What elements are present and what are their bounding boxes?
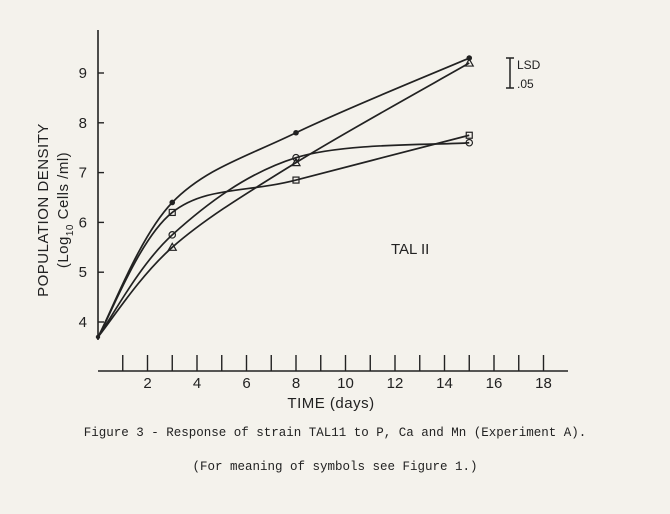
axes xyxy=(79,30,568,371)
x-tick-label: 6 xyxy=(242,375,251,392)
tick-marks xyxy=(123,355,552,392)
x-tick-label: 14 xyxy=(436,375,453,392)
x-tick-label: 18 xyxy=(535,375,552,392)
x-axis-title: TIME (days) xyxy=(287,395,375,412)
x-tick-label: 16 xyxy=(485,375,503,392)
panel-label: TAL II xyxy=(391,241,430,258)
y-tick-label: 4 xyxy=(78,314,87,331)
y-tick-label: 6 xyxy=(78,214,87,232)
figure-caption: Figure 3 - Response of strain TAL11 to P, Ca and Mn (Experiment A). xyxy=(83,426,587,440)
x-tick-label: 4 xyxy=(192,375,202,392)
y-tick-label: 9 xyxy=(78,65,87,82)
x-tick-label: 12 xyxy=(386,375,404,392)
x-tick-label: 2 xyxy=(143,375,152,392)
lsd-bar xyxy=(506,58,541,91)
data-point xyxy=(96,335,100,339)
series-line xyxy=(98,58,469,337)
series-line xyxy=(98,135,469,337)
data-markers xyxy=(96,55,473,339)
lsd-label: LSD xyxy=(517,58,541,72)
y-tick-label: 7 xyxy=(78,164,87,182)
lsd-level: .05 xyxy=(517,77,534,91)
data-point xyxy=(169,200,175,206)
data-point xyxy=(293,130,299,136)
series-line xyxy=(98,143,469,337)
x-tick-label: 10 xyxy=(337,375,354,392)
y-tick-label: 8 xyxy=(78,114,87,132)
figure-caption-note: (For meaning of symbols see Figure 1.) xyxy=(192,460,478,474)
x-tick-label: 8 xyxy=(291,375,301,392)
series-curves xyxy=(98,58,469,337)
y-axis-title: POPULATION DENSITY xyxy=(35,123,52,297)
y-tick-label: 5 xyxy=(78,264,87,282)
y-axis-subtitle: (Log$_{10}$ Cells /ml) xyxy=(55,151,76,269)
series-line xyxy=(98,63,469,337)
